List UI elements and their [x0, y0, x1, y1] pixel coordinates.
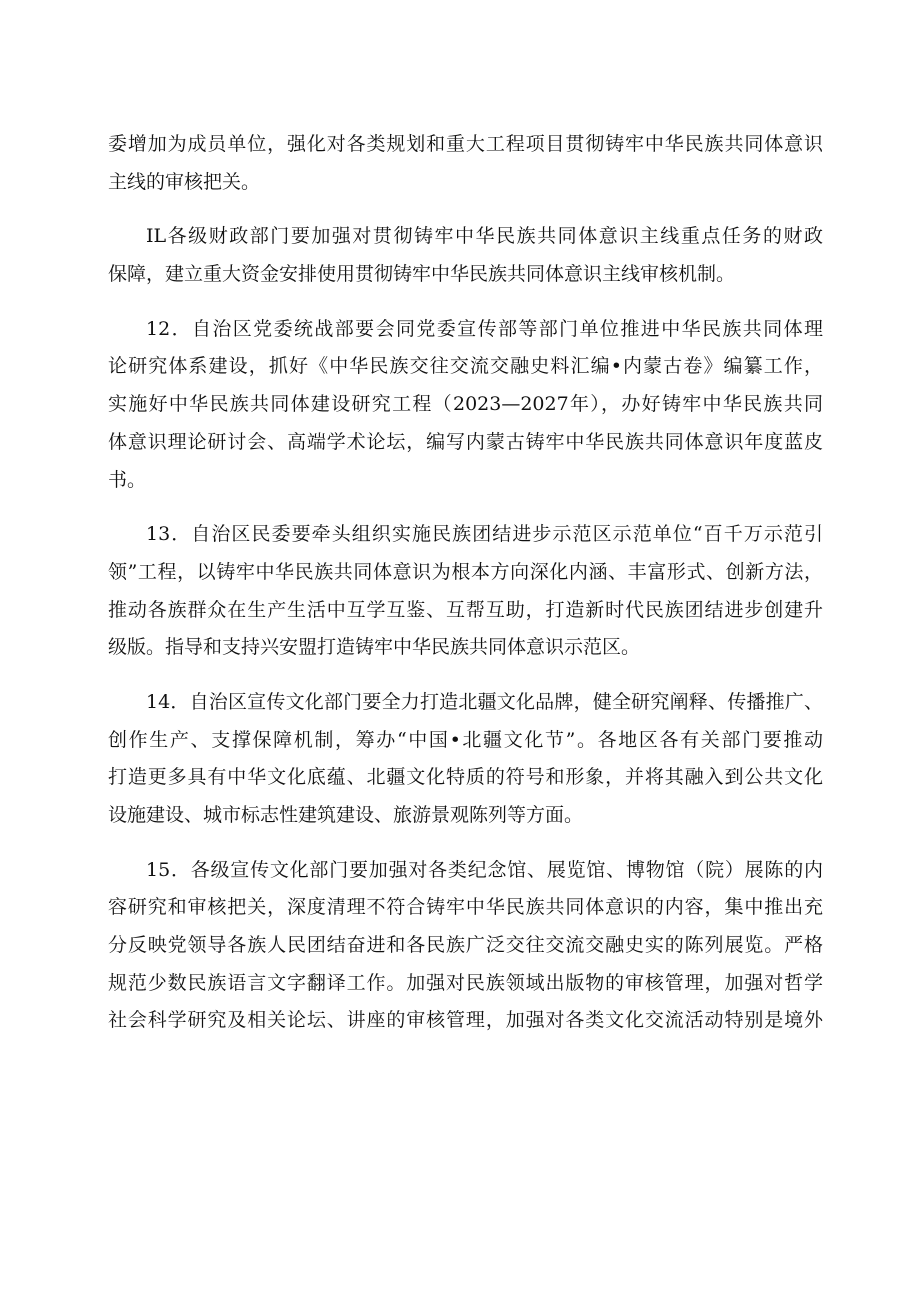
text-line: 主线的审核把关。 [108, 170, 261, 193]
text-line: 领”工程，以铸牢中华民族共同体意识为根本方向深化内涵、丰富形式、创新方法， [108, 560, 823, 583]
paragraph-item-14 [108, 684, 823, 835]
text-line: IL各级财政部门要加强对贯彻铸牢中华民族共同体意识主线重点任务的财政 [146, 225, 823, 248]
text-line: 体意识理论研讨会、高端学术论坛，编写内蒙古铸牢中华民族共同体意识年度蓝皮 [108, 430, 823, 453]
text-line: 设施建设、城市标志性建筑建设、旅游景观陈列等方面。 [108, 804, 584, 826]
paragraph-committee-member [108, 126, 823, 201]
text-line: 15．各级宣传文化部门要加强对各类纪念馆、展览馆、博物馆（院）展陈的内 [146, 858, 823, 881]
text-line: 14．自治区宣传文化部门要全力打造北疆文化品牌，健全研究阐释、传播推广、 [146, 690, 823, 713]
text-line: 规范少数民族语言文字翻译工作。加强对民族领域出版物的审核管理，加强对哲学 [108, 971, 823, 994]
text-line: 保障，建立重大资金安排使用贯彻铸牢中华民族共同体意识主线审核机制。 [108, 263, 736, 286]
text-line: 分反映党领导各族人民团结奋进和各民族广泛交往交流交融史实的陈列展览。严格 [108, 934, 823, 957]
paragraph-item-13 [108, 516, 823, 667]
paragraph-item-11 [108, 218, 823, 293]
text-line: 13．自治区民委要牵头组织实施民族团结进步示范区示范单位“百千万示范引 [146, 523, 823, 546]
text-line: 打造更多具有中华文化底蕴、北疆文化特质的符号和形象，并将其融入到公共文化 [108, 766, 823, 789]
document-page [108, 126, 823, 1057]
text-line: 论研究体系建设，抓好《中华民族交往交流交融史料汇编•内蒙古卷》编纂工作， [108, 355, 823, 378]
text-line: 委增加为成员单位，强化对各类规划和重大工程项目贯彻铸牢中华民族共同体意识 [108, 133, 823, 155]
text-line: 社会科学研究及相关论坛、讲座的审核管理，加强对各类文化交流活动特别是境外 [108, 1009, 823, 1032]
paragraph-item-12 [108, 311, 823, 499]
paragraph-item-15 [108, 852, 823, 1040]
text-line: 推动各族群众在生产生活中互学互鉴、互帮互助，打造新时代民族团结进步创建升 [108, 598, 823, 621]
text-line: 容研究和审核把关，深度清理不符合铸牢中华民族共同体意识的内容，集中推出充 [108, 896, 823, 919]
text-line: 实施好中华民族共同体建设研究工程（2023—2027年），办好铸牢中华民族共同 [108, 393, 823, 416]
text-line: 创作生产、支撑保障机制，筹办“中国•北疆文化节”。各地区各有关部门要推动 [108, 728, 823, 751]
text-line: 书。 [108, 468, 147, 491]
text-line: 12．自治区党委统战部要会同党委宣传部等部门单位推进中华民族共同体理 [146, 317, 823, 340]
text-line: 级版。指导和支持兴安盟打造铸牢中华民族共同体意识示范区。 [108, 636, 641, 659]
